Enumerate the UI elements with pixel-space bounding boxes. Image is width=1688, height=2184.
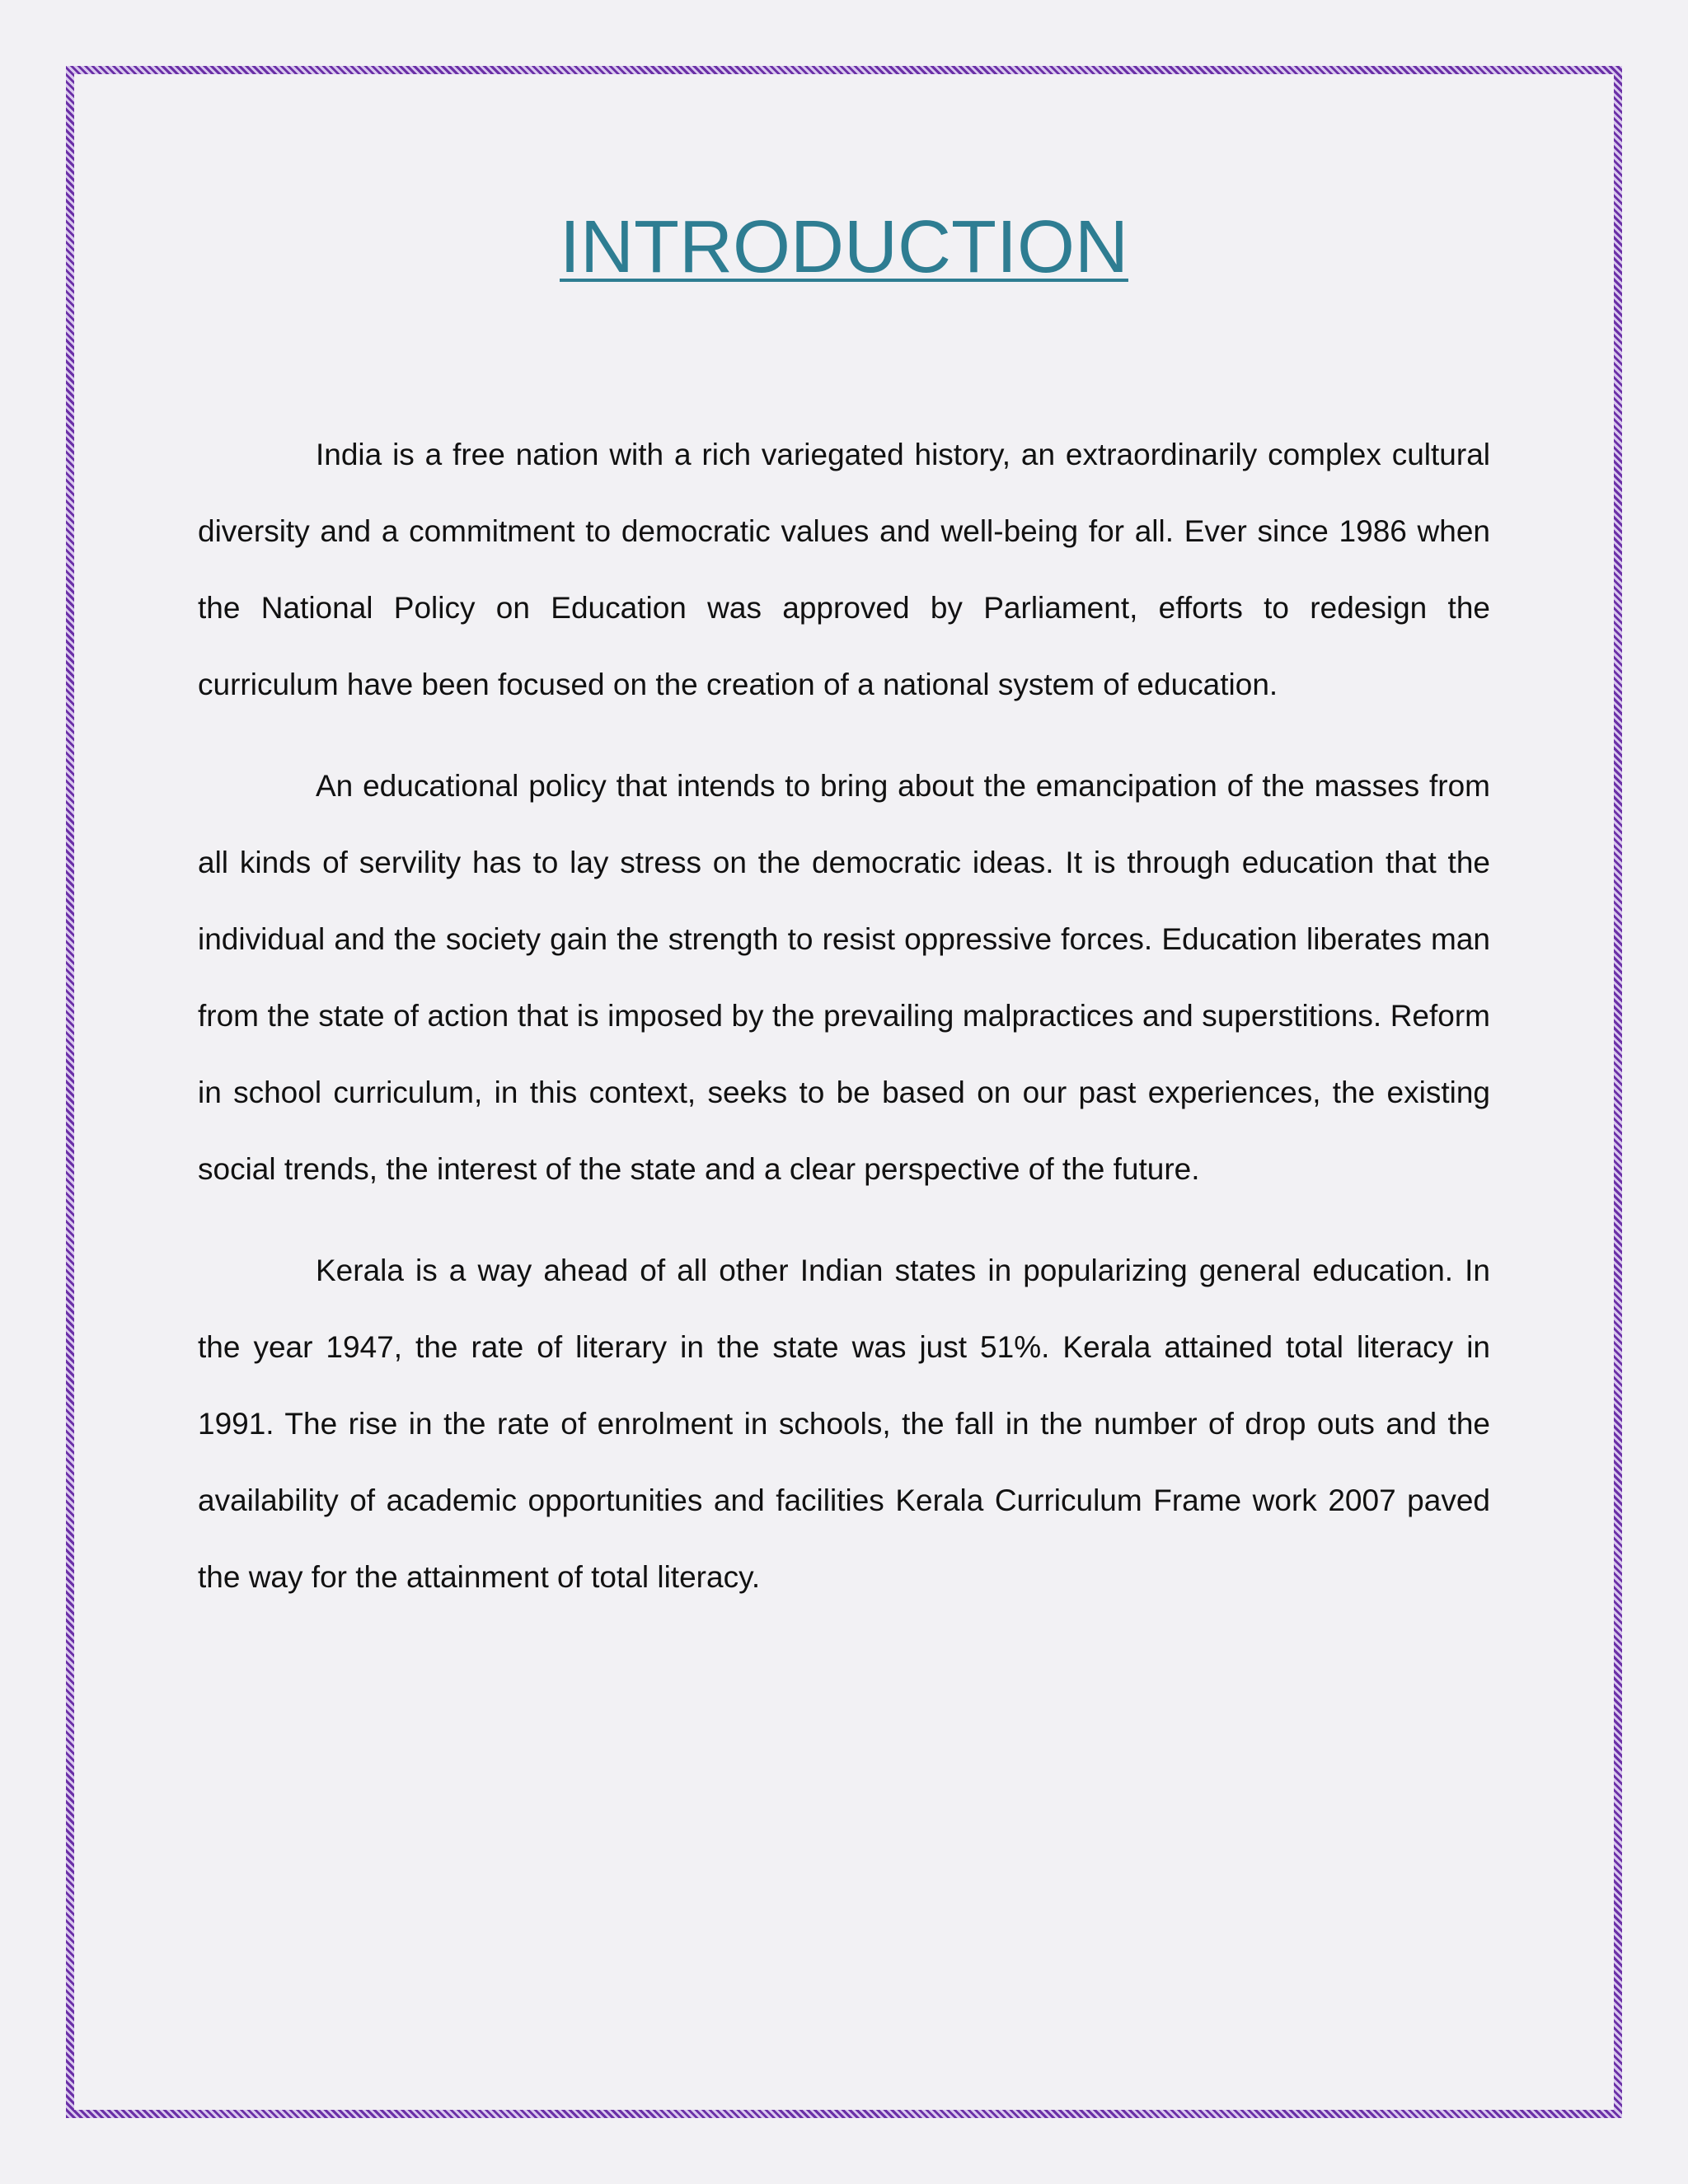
paragraph-2: An educational policy that intends to bring about the emancipation of the masses from all kinds of servility has to lay stress on the democratic ideas. It is through education that the individual and the society gain the strength to resist oppressive forces. Education liberates man from the state of action that is imposed by the prevailing malpractices and superstitions. Reform in school curriculum, in this context, seeks to be based on our past experiences, the existing social trends, the interest of the state and a clear perspective of the future. [198, 769, 1490, 1186]
paragraph-1: India is a free nation with a rich variegated history, an extraordinarily complex cultural diversity and a commitment to democratic values and well-being for all. Ever since 1986 when the National Policy on Education was approved by Parliament, efforts to redesign the curriculum have been focused on the creation of a national system of education. [198, 438, 1490, 701]
page-title: INTRODUCTION [560, 206, 1128, 288]
document-body [198, 416, 1490, 1640]
page [74, 74, 1614, 2110]
paragraph-3: Kerala is a way ahead of all other Indian states in popularizing general education. In the year 1947, the rate of literary in the state was just 51%. Kerala attained total literacy in 1991. The rise in the rate of enrolment in schools, the fall in the number of drop outs and the availability of academic opportunities and facilities Kerala Curriculum Frame work 2007 paved the way for the attainment of total literacy. [198, 1254, 1490, 1594]
page-border [66, 66, 1622, 2118]
